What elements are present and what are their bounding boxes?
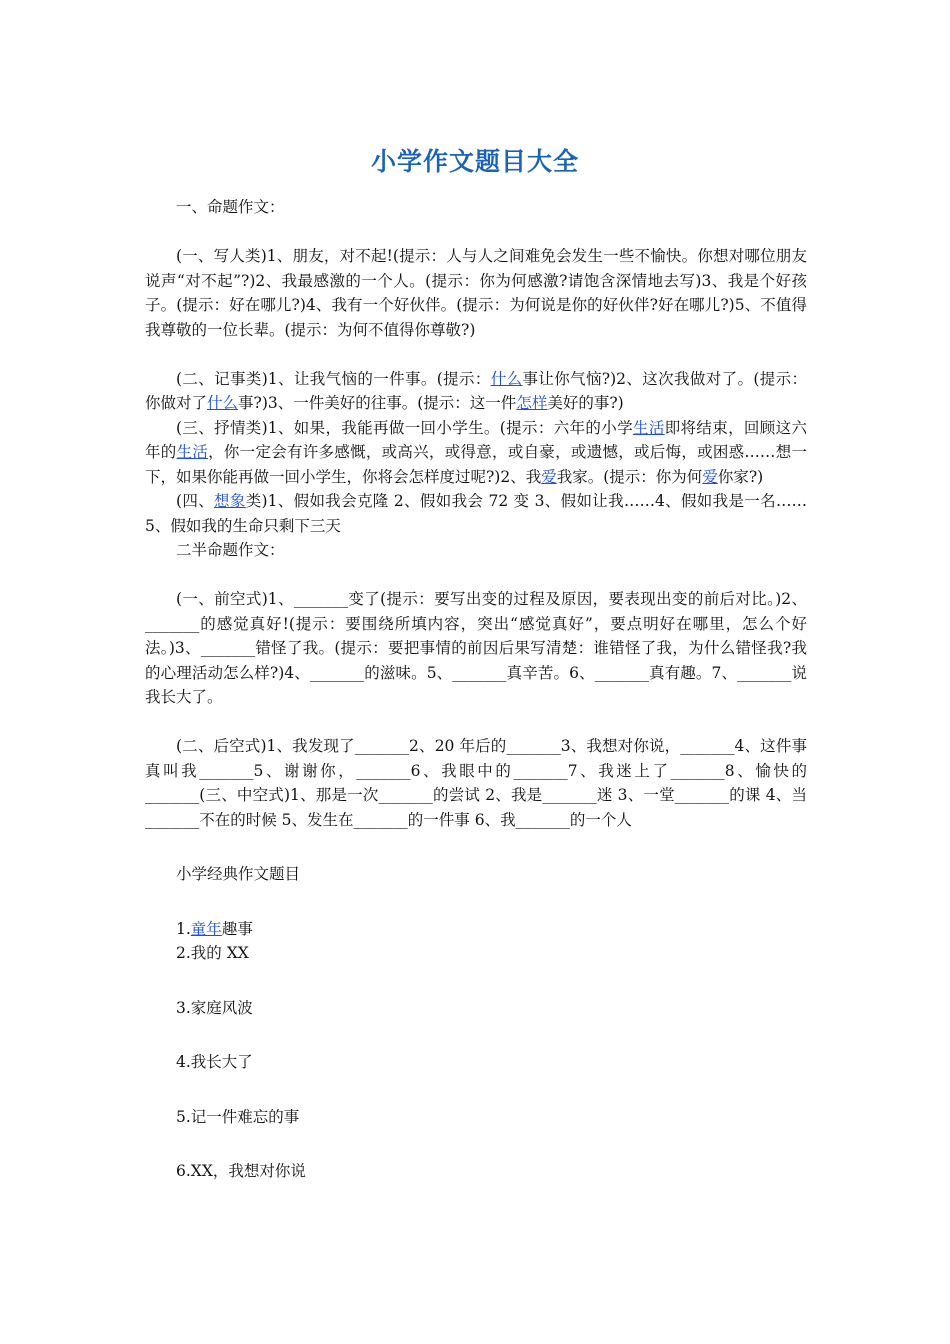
section-heading-2: 二半命题作文：	[176, 541, 285, 559]
list-item: 1.童年趣事	[176, 919, 253, 938]
list-item: 3.家庭风波	[176, 998, 253, 1017]
link-shenme-2[interactable]: 什么	[207, 394, 239, 412]
link-ai-2[interactable]: 爱	[702, 467, 718, 486]
section-heading-1: 一、命题作文：	[176, 198, 285, 216]
link-shenme-1[interactable]: 什么	[490, 369, 523, 388]
list-item: 2.我的 XX	[176, 944, 249, 962]
paragraph-imagination: (四、想象类)1、假如我会克隆 2、假如我会 72 变 3、假如让我……4、假如我是一名……5、假如我的生命只剩下三天	[145, 492, 807, 535]
link-xiangxiang[interactable]: 想象	[214, 492, 246, 510]
section-heading-3: 小学经典作文题目	[176, 865, 301, 883]
paragraph-emotion: (三、抒情类)1、如果，我能再做一回小学生。(提示：六年的小学生活即将结束，回顾这六年的生活，你一定会有许多感慨，或高兴，或得意，或自豪，或遗憾，或后悔，或困惑……想一下，如果你能再做一回小学生，你将会怎样度过呢?)2、我爱我家。(提示：你为何爱你家?)	[145, 418, 807, 486]
document-body	[145, 195, 807, 1184]
link-shenghuo-2[interactable]: 生活	[176, 443, 209, 461]
link-ai-1[interactable]: 爱	[541, 467, 557, 486]
paragraph-events: (二、记事类)1、让我气恼的一件事。(提示：什么事让你气恼?)2、这次我做对了。(提示：你做对了什么事?)3、一件美好的往事。(提示：这一件怎样美好的事?)	[145, 369, 807, 412]
list-item: 6.XX，我想对你说	[176, 1162, 306, 1180]
list-item: 5.记一件难忘的事	[176, 1107, 300, 1126]
link-shenghuo-1[interactable]: 生活	[632, 418, 665, 437]
link-tongnian[interactable]: 童年	[190, 919, 222, 938]
link-zenyang[interactable]: 怎样	[516, 394, 548, 412]
page-title: 小学作文题目大全	[370, 147, 579, 176]
paragraph-back-blank: (二、后空式)1、我发现了_______2、20 年后的_______3、我想对你说，_______4、这件事真叫我_______5、谢谢你，_______6、我眼中的_______7、我迷上了_______8、愉快的_______(三、中空式)1、那是一次_______的尝试 2、我是_______迷 3、一堂_______的课 4、当_______不在的时候 5、发生在_______的一件事 6、我_______的一个人	[145, 737, 807, 829]
paragraph-front-blank: (一、前空式)1、_______变了(提示：要写出变的过程及原因，要表现出变的前后对比。)2、_______的感觉真好!(提示：要围绕所填内容，突出“感觉真好”，要点明好在哪里，怎么个好法。)3、_______错怪了我。(提示：要把事情的前因后果写清楚：谁错怪了我，为什么错怪我?我的心理活动怎么样?)4、_______的滋味。5、_______真辛苦。6、_______真有趣。7、_______说我长大了。	[145, 590, 807, 706]
list-item: 4.我长大了	[176, 1053, 253, 1071]
paragraph-people: (一、写人类)1、朋友，对不起!(提示：人与人之间难免会发生一些不愉快。你想对哪位朋友说声“对不起”?)2、我最感激的一个人。(提示：你为何感激?请饱含深情地去写)3、我是个好孩子。(提示：好在哪儿?)4、我有一个好伙伴。(提示：为何说是你的好伙伴?好在哪儿?)5、不值得我尊敬的一位长辈。(提示：为何不值得你尊敬?)	[145, 247, 807, 339]
